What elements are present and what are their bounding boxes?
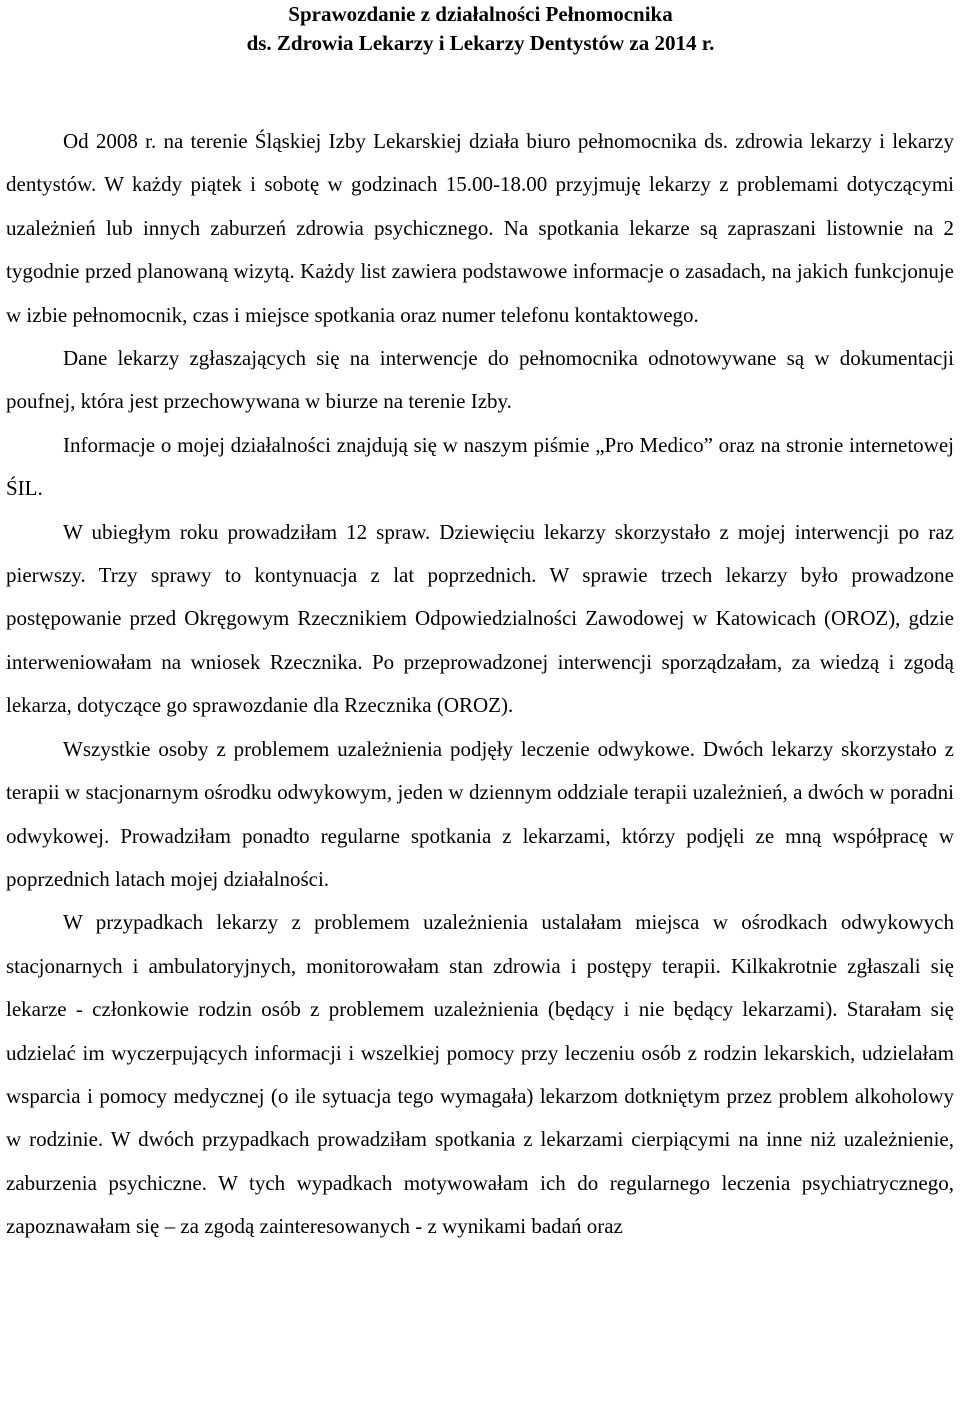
paragraph-family-support: W przypadkach lekarzy z problemem uzależnienia ustalałam miejsca w ośrodkach odwykowych stacjonarnych i ambulatoryjnych, monitorowałam stan zdrowia i postępy terapii. Kilkakrotnie zgłaszali się lekarze - członkowie rodzin osób z problemem uzależnienia (będący i nie będący lekarzami). Starałam się udzielać im wyczerpujących informacji i wszelkiej pomocy przy leczeniu osób z rodzin lekarskich, udzielałam wsparcia i pomocy medycznej (o ile sytuacja tego wymagała) lekarzom dotkniętym przez problem alkoholowy w rodzinie. W dwóch przypadkach prowadziłam spotkania z lekarzami cierpiącymi na inne niż uzależnienie, zaburzenia psychiczne. W tych wypadkach motywowałam ich do regularnego leczenia psychiatrycznego, zapoznawałam się – za zgodą zainteresowanych - z wynikami badań oraz <box>6 910 954 1239</box>
title-line-2: ds. Zdrowia Lekarzy i Lekarzy Dentystów za 2014 r. <box>246 31 715 55</box>
paragraph-cases-last-year: W ubiegłym roku prowadziłam 12 spraw. Dziewięciu lekarzy skorzystało z mojej interwencji po raz pierwszy. Trzy sprawy to kontynuacja z lat poprzednich. W sprawie trzech lekarzy było prowadzone postępowanie przed Okręgowym Rzecznikiem Odpowiedzialności Zawodowej w Katowicach (OROZ), gdzie interweniowałam na wniosek Rzecznika. Po przeprowadzonej interwencji sporządzałam, za wiedzą i zgodą lekarza, dotyczące go sprawozdanie dla Rzecznika (OROZ). <box>6 519 954 718</box>
title-line-1: Sprawozdanie z działalności Pełnomocnika <box>288 2 673 26</box>
paragraph-information-sources: Informacje o mojej działalności znajdują się w naszym piśmie „Pro Medico” oraz na stronie internetowej ŚIL. <box>6 432 954 501</box>
paragraph-confidential-records: Dane lekarzy zgłaszających się na interwencje do pełnomocnika odnotowywane są w dokumentacji poufnej, która jest przechowywana w biurze na terenie Izby. <box>6 346 954 414</box>
document-title <box>6 0 955 58</box>
document-body <box>6 120 954 1249</box>
paragraph-office-hours: Od 2008 r. na terenie Śląskiej Izby Lekarskiej działa biuro pełnomocnika ds. zdrowia lekarzy i lekarzy dentystów. W każdy piątek i sobotę w godzinach 15.00-18.00 przyjmuję lekarzy z problemami dotyczącymi uzależnień lub innych zaburzeń zdrowia psychicznego. Na spotkania lekarze są zapraszani listownie na 2 tygodnie przed planowaną wizytą. Każdy list zawiera podstawowe informacje o zasadach, na jakich funkcjonuje w izbie pełnomocnik, czas i miejsce spotkania oraz numer telefonu kontaktowego. <box>6 129 954 327</box>
paragraph-treatment: Wszystkie osoby z problemem uzależnienia podjęły leczenie odwykowe. Dwóch lekarzy skorzystało z terapii w stacjonarnym ośrodku odwykowym, jeden w dziennym oddziale terapii uzależnień, a dwóch w poradni odwykowej. Prowadziłam ponadto regularne spotkania z lekarzami, którzy podjęli ze mną współpracę w poprzednich latach mojej działalności. <box>6 736 954 891</box>
